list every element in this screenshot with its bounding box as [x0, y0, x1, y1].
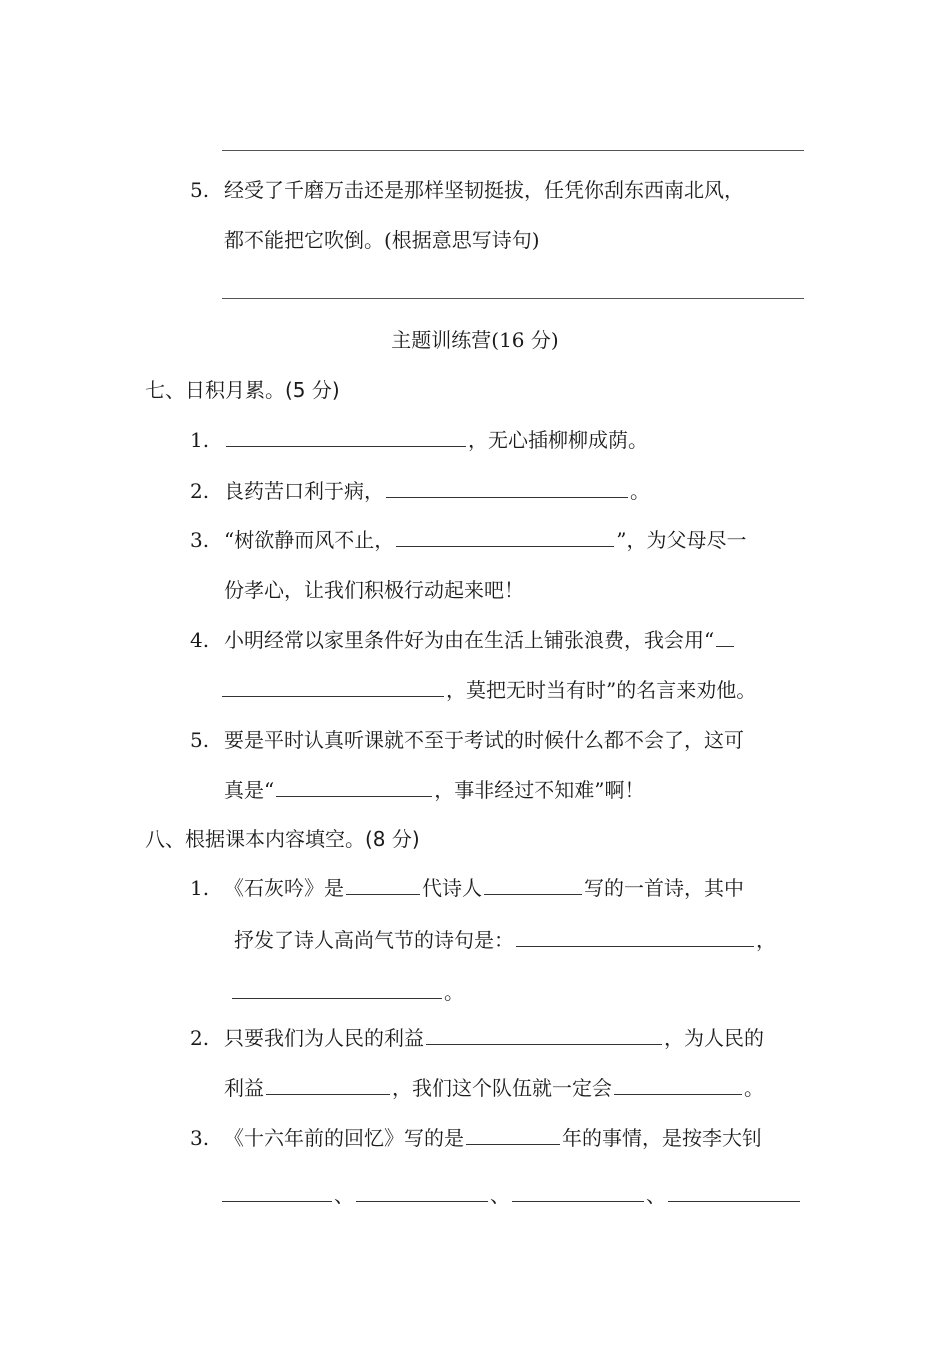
question-text: ，我们这个队伍就一定会	[392, 1076, 612, 1100]
question-text: 。	[630, 479, 650, 503]
question-number: 2.	[190, 479, 210, 503]
fill-blank[interactable]	[276, 796, 432, 797]
fill-blank[interactable]	[222, 696, 444, 697]
fill-blank[interactable]	[668, 1201, 800, 1202]
question-text: 经受了千磨万击还是那样坚韧挺拔，任凭你刮东西南北风，	[224, 178, 744, 202]
question-text: 《石灰吟》是	[224, 876, 344, 900]
eight-q1	[190, 878, 744, 898]
question-text: ，为人民的	[664, 1026, 764, 1050]
eight-q3-line2	[222, 1185, 802, 1205]
fill-blank[interactable]	[386, 497, 628, 498]
question-text: 抒发了诗人高尚气节的诗句是：	[234, 928, 514, 952]
seven-q4	[190, 630, 736, 650]
question-text: ”，为父母尽一	[616, 528, 747, 552]
question-text: 代诗人	[422, 876, 482, 900]
fill-blank[interactable]	[266, 1094, 390, 1095]
question-text: 良药苦口利于病，	[224, 479, 384, 503]
question-text: 只要我们为人民的利益	[224, 1026, 424, 1050]
eight-q1-line3	[232, 982, 464, 1002]
question-text: 《十六年前的回忆》写的是	[224, 1126, 464, 1150]
fill-blank[interactable]	[356, 1201, 488, 1202]
eight-q3	[190, 1128, 762, 1148]
fill-blank[interactable]	[396, 546, 614, 547]
fill-blank[interactable]	[484, 894, 582, 895]
question-text: 利益	[224, 1076, 264, 1100]
question-number: 3.	[190, 528, 210, 552]
separator: 、	[490, 1183, 510, 1207]
eight-q2	[190, 1028, 764, 1048]
question-number: 1.	[190, 428, 210, 452]
question-text: ，事非经过不知难”啊！	[434, 778, 645, 802]
question-number: 3.	[190, 1126, 210, 1150]
answer-line	[222, 150, 804, 151]
seven-q3-line2: 份孝心，让我们积极行动起来吧！	[224, 578, 524, 602]
seven-q4-line2	[222, 680, 756, 700]
seven-q5-line2	[224, 780, 644, 800]
question-text: ，莫把无时当有时”的名言来劝他。	[446, 678, 757, 702]
fill-blank[interactable]	[512, 1201, 644, 1202]
seven-q1	[190, 430, 648, 450]
eight-q2-line2	[224, 1078, 764, 1098]
question-text: 年的事情，是按李大钊	[562, 1126, 762, 1150]
question-text: 小明经常以家里条件好为由在生活上铺张浪费，我会用“	[224, 628, 715, 652]
separator: 、	[334, 1183, 354, 1207]
question-text: “树欲静而风不止，	[224, 528, 395, 552]
question-text: 。	[444, 980, 464, 1004]
question-number: 1.	[190, 876, 210, 900]
answer-line	[222, 298, 804, 299]
fill-blank[interactable]	[516, 946, 754, 947]
section-seven-heading: 七、日积月累。(5 分)	[145, 378, 340, 402]
fill-blank[interactable]	[426, 1044, 662, 1045]
fill-blank[interactable]	[614, 1094, 742, 1095]
question-text: ，	[756, 928, 776, 952]
section-eight-heading: 八、根据课本内容填空。(8 分)	[145, 827, 420, 851]
question-text: 要是平时认真听课就不至于考试的时候什么都不会了，这可	[224, 728, 744, 752]
question-5-line2: 都不能把它吹倒。(根据意思写诗句)	[224, 228, 540, 252]
fill-blank[interactable]	[226, 446, 466, 447]
question-number: 2.	[190, 1026, 210, 1050]
question-number: 5.	[190, 728, 210, 752]
seven-q5	[190, 730, 744, 750]
question-number: 5.	[190, 178, 210, 202]
fill-blank[interactable]	[222, 1201, 332, 1202]
fill-blank[interactable]	[232, 998, 442, 999]
question-5-line1	[190, 180, 744, 200]
question-text: 。	[744, 1076, 764, 1100]
question-number: 4.	[190, 628, 210, 652]
eight-q1-line2	[234, 930, 776, 950]
question-text: 真是“	[224, 778, 275, 802]
fill-blank[interactable]	[466, 1144, 560, 1145]
fill-blank[interactable]	[346, 894, 420, 895]
question-text: ，无心插柳柳成荫。	[468, 428, 648, 452]
seven-q3	[190, 530, 746, 550]
separator: 、	[646, 1183, 666, 1207]
section-title: 主题训练营(16 分)	[391, 328, 559, 352]
seven-q2	[190, 481, 650, 501]
fill-blank[interactable]	[716, 646, 734, 647]
question-text: 写的一首诗，其中	[584, 876, 744, 900]
